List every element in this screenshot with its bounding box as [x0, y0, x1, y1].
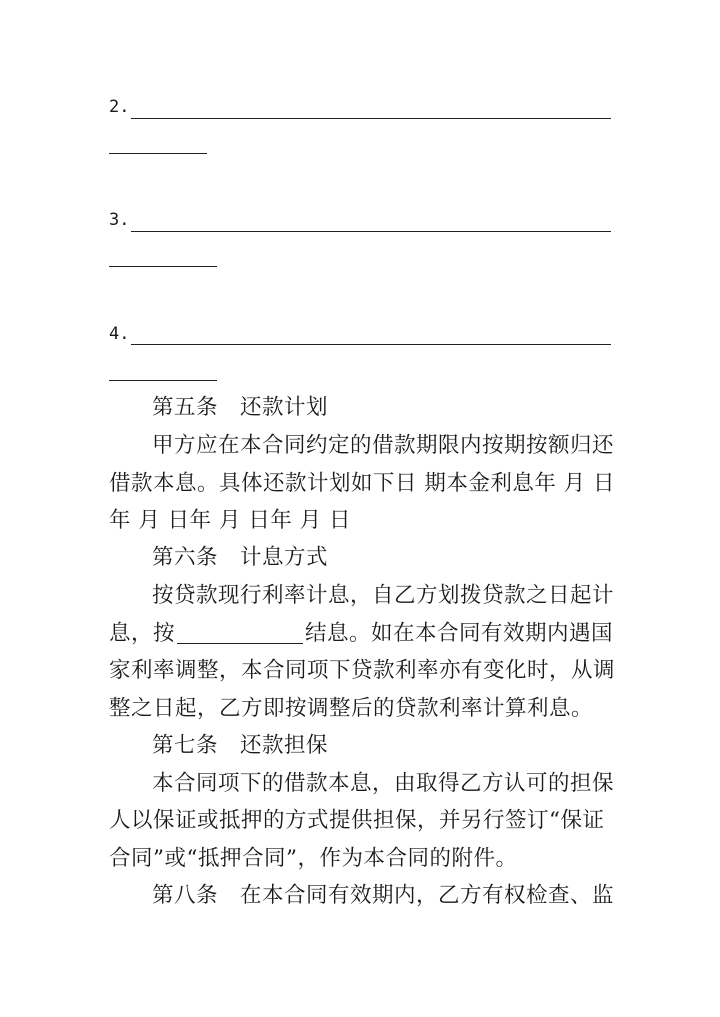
article-5-line-2: 借款本息。具体还款计划如下日 期本金利息年 月 日	[109, 471, 616, 496]
article-7-heading	[152, 731, 328, 761]
article-6-line-1: 按贷款现行利率计息，自乙方划拨贷款之日起计	[152, 583, 615, 608]
article-6-line-4: 整之日起，乙方即按调整后的贷款利率计算利息。	[109, 696, 594, 721]
article-5-title: 还款计划	[240, 395, 329, 420]
fill-in-line-3a	[131, 231, 611, 232]
article-8-number: 第八条	[152, 883, 219, 908]
article-7-title: 还款担保	[240, 733, 329, 758]
interest-settlement-blank	[177, 643, 303, 644]
article-6-number: 第六条	[152, 545, 219, 570]
article-8-text: 在本合同有效期内，乙方有权检查、监	[240, 883, 615, 908]
list-item-number-4: 4.	[109, 324, 130, 344]
article-7-number: 第七条	[152, 733, 219, 758]
article-6-line-2	[109, 619, 613, 649]
article-6-line-2-prefix: 息，按	[109, 621, 176, 646]
list-item-number-3: 3.	[109, 210, 130, 230]
article-7-line-3: 合同”或“抵押合同”，作为本合同的附件。	[109, 846, 518, 871]
list-item-number-2: 2.	[109, 97, 130, 117]
article-8-heading	[152, 881, 614, 911]
fill-in-line-2b	[109, 153, 207, 154]
article-7-line-2: 人以保证或抵押的方式提供担保，并另行签订“保证	[109, 808, 605, 833]
fill-in-line-4a	[131, 344, 611, 345]
article-5-line-1: 甲方应在本合同约定的借款期限内按期按额归还	[152, 433, 615, 458]
article-6-line-2-suffix: 结息。如在本合同有效期内遇国	[305, 621, 614, 646]
article-7-line-1: 本合同项下的借款本息，由取得乙方认可的担保	[152, 771, 615, 796]
article-5-number: 第五条	[152, 395, 219, 420]
fill-in-line-3b	[109, 266, 217, 267]
article-6-heading	[152, 543, 328, 573]
article-6-line-3: 家利率调整，本合同项下贷款利率亦有变化时，从调	[109, 658, 616, 683]
fill-in-line-2a	[131, 118, 611, 119]
fill-in-line-4b	[109, 380, 217, 381]
article-6-title: 计息方式	[240, 545, 329, 570]
article-5-heading	[152, 393, 328, 423]
article-5-line-3: 年 月 日年 月 日年 月 日	[109, 508, 352, 533]
